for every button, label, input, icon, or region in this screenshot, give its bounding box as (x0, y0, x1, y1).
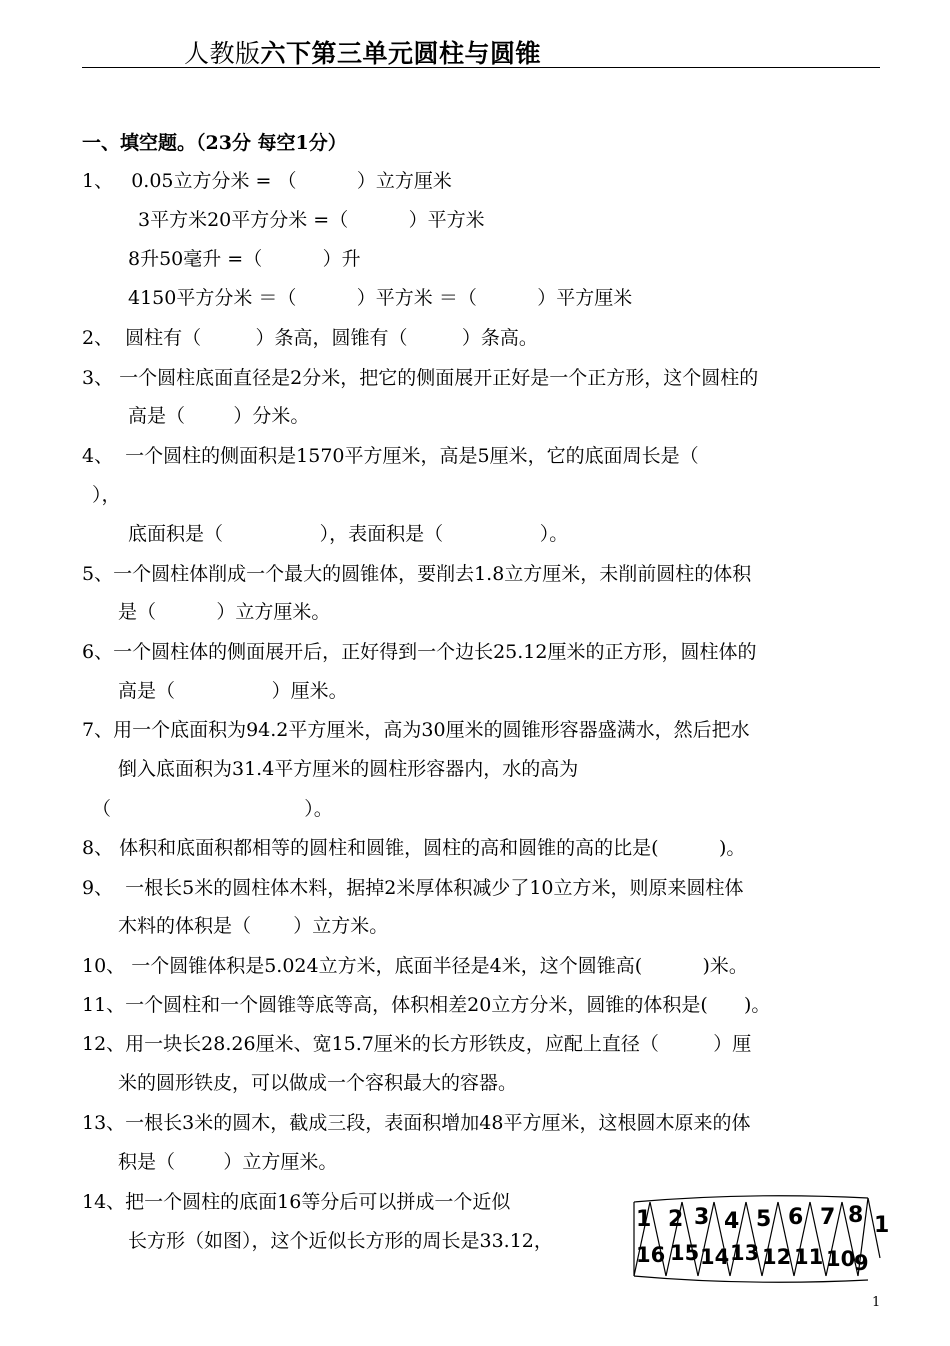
page-title: 人教版六下第三单元圆柱与圆锥 (184, 39, 542, 68)
q14-line-1: 14、把一个圆柱的底面16等分后可以拼成一个近似 (82, 1191, 511, 1213)
figure-bottom-label: 16 (636, 1243, 666, 1267)
q1-line-3: 8升50毫升 =（ ）升 (128, 248, 361, 270)
cylinder-rearrangement-figure (628, 1188, 890, 1288)
q7-line-2: 倒入底面积为31.4平方厘米的圆柱形容器内，水的高为 (118, 758, 579, 780)
figure-bottom-label: 12 (762, 1245, 792, 1269)
q8-line: 8、 体积和底面积都相等的圆柱和圆锥，圆柱的高和圆锥的高的比是( )。 (82, 837, 746, 859)
q11-line: 11、一个圆柱和一个圆锥等底等高，体积相差20立方分米，圆锥的体积是( )。 (82, 994, 771, 1016)
figure-bottom-label: 13 (730, 1241, 760, 1265)
q4-line-2: ）， (92, 484, 121, 506)
q12-line-2: 米的圆形铁皮，可以做成一个容积最大的容器。 (118, 1072, 518, 1094)
q13-line-2: 积是（ ）立方厘米。 (118, 1151, 338, 1173)
q4-line-1: 4、 一个圆柱的侧面积是1570平方厘米，高是5厘米，它的底面周长是（ (82, 445, 699, 467)
q7-line-1: 7、用一个底面积为94.2平方厘米，高为30厘米的圆锥形容器盛满水，然后把水 (82, 719, 750, 741)
figure-top-label: 7 (820, 1205, 836, 1230)
q9-line-1: 9、 一根长5米的圆柱体木料，据掉2米厚体积减少了10立方米，则原来圆柱体 (82, 877, 744, 899)
figure-top-label: 4 (724, 1209, 740, 1234)
figure-top-label: 1 (636, 1207, 652, 1232)
q6-line-2: 高是（ ）厘米。 (118, 680, 348, 702)
figure-top-label: 8 (848, 1203, 864, 1228)
figure-top-label: 1 (874, 1213, 890, 1238)
q3-line-2: 高是（ ）分米。 (128, 405, 310, 427)
q7-line-3: （ ）。 (92, 798, 333, 820)
q5-line-2: 是（ ）立方厘米。 (118, 601, 331, 623)
q5-line-1: 5、一个圆柱体削成一个最大的圆锥体，要削去1.8立方厘米，未削前圆柱的体积 (82, 563, 752, 585)
q14-line-2: 长方形（如图），这个近似长方形的周长是33.12， (128, 1230, 553, 1252)
q2-line: 2、 圆柱有（ ）条高，圆锥有（ ）条高。 (82, 327, 538, 349)
q13-line-1: 13、一根长3米的圆木，截成三段，表面积增加48平方厘米，这根圆木原来的体 (82, 1112, 751, 1134)
figure-bottom-label: 14 (700, 1245, 730, 1269)
figure-bottom-label: 11 (794, 1245, 824, 1269)
figure-top-label: 2 (668, 1207, 684, 1232)
figure-top-label: 3 (694, 1205, 710, 1230)
q9-line-2: 木料的体积是（ ）立方米。 (118, 915, 389, 937)
page-number: 1 (872, 1295, 881, 1310)
q10-line: 10、 一个圆锥体积是5.024立方米，底面半径是4米，这个圆锥高( )米。 (82, 955, 748, 977)
q1-line-4: 4150平方分米 ＝（ ）平方米 ＝（ ）平方厘米 (128, 287, 633, 309)
q1-line-1: 1、 0.05立方分米 = （ ）立方厘米 (82, 170, 452, 192)
figure-bottom-label: 15 (670, 1241, 700, 1265)
q3-line-1: 3、 一个圆柱底面直径是2分米，把它的侧面展开正好是一个正方形，这个圆柱的 (82, 367, 759, 389)
figure-bottom-label: 9 (854, 1251, 869, 1275)
section-heading: 一、填空题。（23分 每空1分） (82, 132, 347, 154)
title-rule (82, 67, 880, 68)
q6-line-1: 6、一个圆柱体的侧面展开后，正好得到一个边长25.12厘米的正方形，圆柱体的 (82, 641, 757, 663)
figure-top-label: 5 (756, 1207, 772, 1232)
q1-line-2: 3平方米20平方分米 =（ ）平方米 (138, 209, 485, 231)
q4-line-3: 底面积是（ ），表面积是（ ）。 (128, 523, 569, 545)
figure-bottom-label: 10 (826, 1247, 856, 1271)
figure-top-label: 6 (788, 1205, 804, 1230)
q12-line-1: 12、用一块长28.26厘米、宽15.7厘米的长方形铁皮，应配上直径（ ）厘 (82, 1033, 752, 1055)
